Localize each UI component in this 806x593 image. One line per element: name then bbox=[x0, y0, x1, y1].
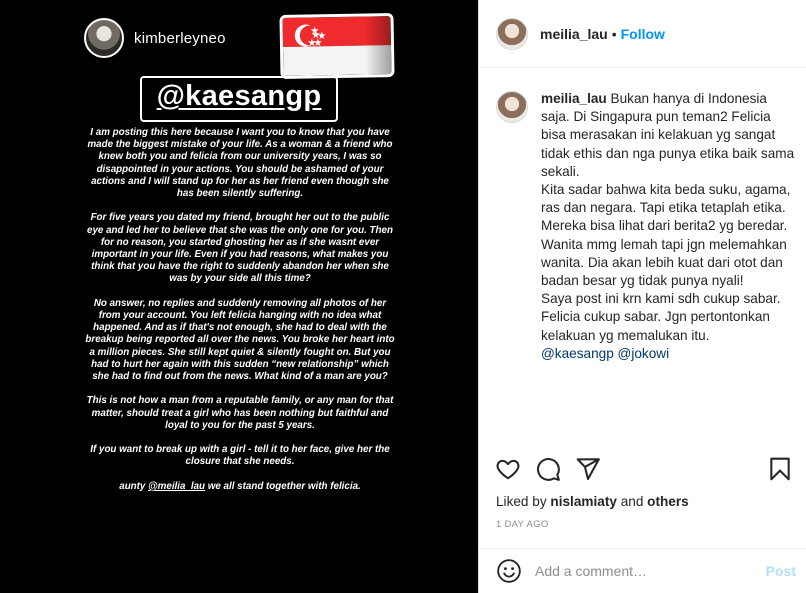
paper-plane-icon[interactable] bbox=[575, 456, 601, 482]
comment-input[interactable] bbox=[535, 563, 745, 579]
letter-signature: aunty @meilia_lau we all stand together with felicia. bbox=[119, 480, 361, 492]
caption-avatar[interactable] bbox=[496, 91, 528, 123]
action-bar bbox=[495, 456, 795, 486]
likes-others-link[interactable]: others bbox=[647, 494, 689, 509]
story-header bbox=[84, 18, 226, 58]
comment-bubble-icon[interactable] bbox=[535, 456, 561, 482]
caption-username[interactable]: meilia_lau bbox=[541, 91, 607, 106]
singapore-flag-sticker bbox=[279, 13, 394, 79]
mention-sticker: @kaesangp bbox=[156, 80, 322, 112]
caption-line: Kita sadar bahwa kita beda suku, agama, ras dan negara. Tapi etika tetaplah etika. bbox=[541, 182, 791, 216]
heart-icon[interactable] bbox=[495, 456, 521, 482]
caption-line: Wanita mmg lemah tapi jgn melemahkan wanita. Dia akan lebih kuat dari otot dan badan besar yg tidak punya nyali! bbox=[541, 236, 787, 289]
post-comment-button[interactable]: Post bbox=[765, 563, 796, 579]
post-timestamp[interactable]: 1 DAY AGO bbox=[496, 519, 549, 530]
letter-paragraph: For five years you dated my friend, brought her out to the public eye and led her to believe that she was the only one for you. Then for no reason, you started ghosting her as if she wasnt ever important in your life. Even if you had reasons, what makes you think that you have the right to suddenly abandon her when she was by your side all this time? bbox=[87, 212, 393, 285]
smiley-icon[interactable] bbox=[496, 558, 522, 584]
caption bbox=[496, 90, 796, 363]
caption-line: Mereka bisa lihat dari berita2 yg beredar. bbox=[541, 218, 788, 234]
likes-summary: Liked by nislamiaty and others bbox=[496, 494, 689, 509]
letter-paragraph: If you want to break up with a girl - tell it to her face, give her the closure that she needs. bbox=[90, 444, 390, 468]
caption-line: meilia_lau Bukan hanya di Indonesia saja. Di Singapura pun teman2 Felicia bisa merasakan ini kelakuan yg sangat tidak ethis dan nga punya etika baik sama sekali. bbox=[541, 91, 795, 179]
author-avatar[interactable] bbox=[496, 18, 528, 50]
bookmark-icon[interactable] bbox=[767, 456, 793, 482]
story-avatar bbox=[84, 18, 124, 58]
tag-link[interactable]: @jokowi bbox=[617, 345, 670, 361]
post-sidebar bbox=[478, 0, 806, 593]
separator-dot: • bbox=[611, 25, 617, 42]
letter-paragraph: No answer, no replies and suddenly removing all photos of her from your account. You left felicia hanging with no idea what happened. And as if that's not enough, she had to deal with the breakup being reported all over the news. You broke her heart into a million pieces. She still kept quiet & silently fought on. But you had to hurt her again with this sudden “new relationship” which she had to find out from the news. What kind of a man are you? bbox=[85, 297, 395, 383]
caption-text bbox=[541, 90, 796, 363]
tag-link[interactable]: @kaesangp bbox=[541, 345, 614, 361]
post-header bbox=[479, 0, 806, 68]
story-letter-text bbox=[84, 127, 396, 505]
caption-tags bbox=[541, 345, 796, 363]
caption-line: Saya post ini krn kami sdh cukup sabar. Felicia cukup sabar. Jgn pertontonkan kelakuan yg memalukan itu. bbox=[541, 291, 781, 343]
follow-button[interactable]: Follow bbox=[620, 25, 665, 42]
author-username[interactable]: meilia_lau bbox=[540, 25, 608, 42]
comment-bar bbox=[479, 548, 806, 593]
liker-username[interactable]: nislamiaty bbox=[550, 494, 617, 509]
story-username: kimberleyneo bbox=[134, 29, 226, 47]
letter-paragraph: This is not how a man from a reputable family, or any man for that matter, should treat a girl who has been nothing but faithful and loyal to you for the past 5 years. bbox=[86, 395, 394, 431]
letter-paragraph: I am posting this here because I want you to know that you have made the biggest mistake of your life. As a woman & a friend who knew both you and felicia from our university years, I was so disappointed in your actions. You should be ashamed of your actions and I will stand up for her as her friend even though she has been silently suffering. bbox=[87, 127, 393, 200]
signature-mention: @meilia_lau bbox=[148, 480, 206, 492]
